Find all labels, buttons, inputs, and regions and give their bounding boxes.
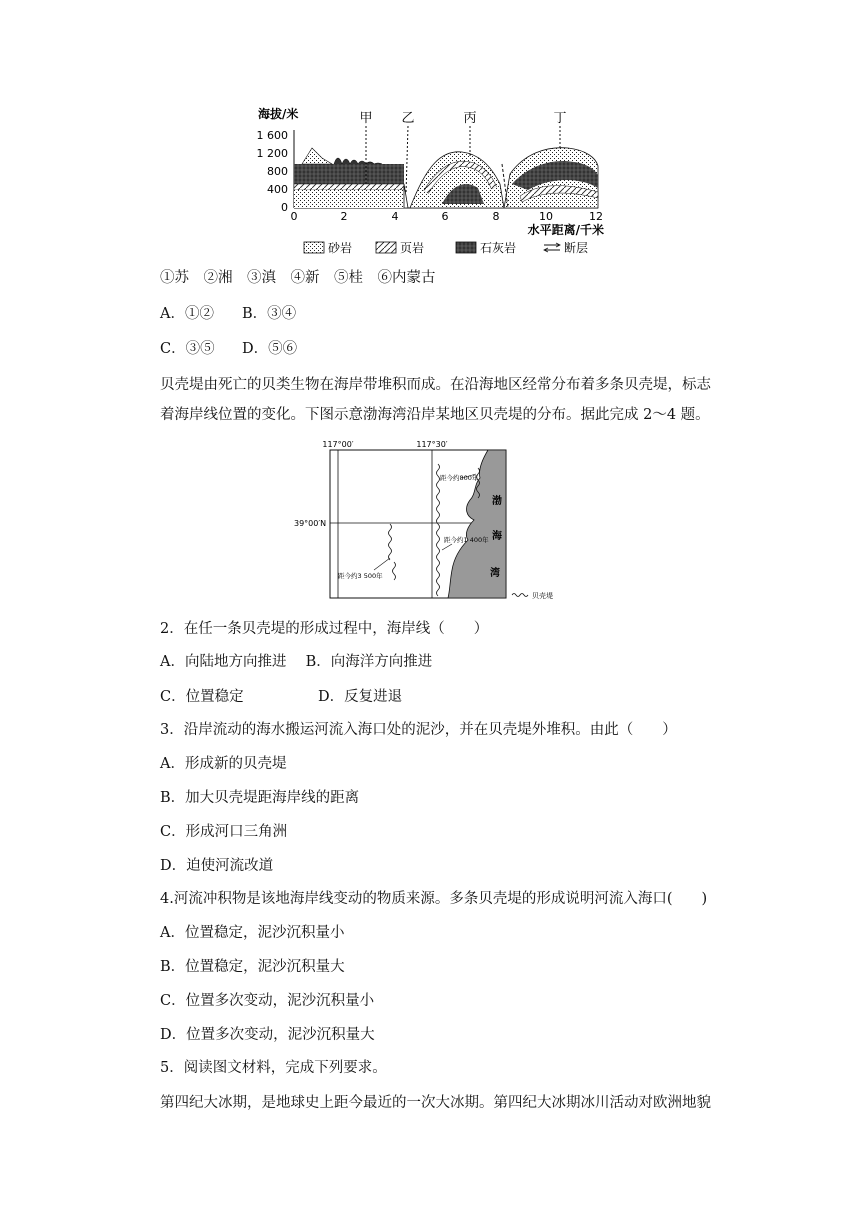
x-tick: 8 [492,210,500,223]
point-label-bing: 丙 [463,111,477,126]
x-tick: 2 [340,210,348,223]
legend-label: 断层 [564,241,589,255]
q1-option-d: D．⑤⑥ [242,341,298,357]
q2-option-c: C．位置稳定 [160,689,244,705]
map-legend-label: 贝壳堤 [532,592,553,600]
y-axis-label: 海拔/米 [258,107,299,121]
q2-option-d: D．反复进退 [318,689,403,705]
legend-label: 石灰岩 [480,241,517,255]
x-axis-label: 水平距离/千米 [527,223,604,237]
fault-legend-icon [544,243,560,252]
q2-options-ab: A．向陆地方向推进 B．向海洋方向推进 [160,654,433,670]
x-tick: 10 [539,210,553,223]
q2-stem: 2．在任一条贝壳堤的形成过程中，海岸线（ ） [160,621,489,637]
strata [294,148,598,208]
legend-label: 砂岩 [328,241,353,255]
x-tick: 0 [290,210,298,223]
q3-option-d: D．迫使河流改道 [160,858,274,874]
point-label-jia: 甲 [359,111,373,126]
intro-paragraph-line-1: 贝壳堤由死亡的贝类生物在海岸带堆积而成。在沿海地区经常分布着多条贝壳堤，标志 [160,377,711,393]
q4-option-a: A．位置稳定，泥沙沉积量小 [160,925,345,941]
sea-label-hai: 海 [492,531,502,542]
legend-label: 页岩 [400,241,425,255]
point-label-yi: 乙 [401,111,415,126]
y-tick: 1 600 [256,129,288,142]
point-label-ding: 丁 [553,111,567,126]
ridge-label-1400: 距今约1 400年 [444,536,489,544]
longitude-label-117-30: 117°30′ [416,440,448,449]
q3-option-a: A．形成新的贝壳堤 [160,756,287,772]
province-options: ①苏 ②湘 ③滇 ④新 ⑤桂 ⑥内蒙古 [160,270,436,286]
latitude-label-39-00: 39°00′N [294,519,327,528]
x-tick: 12 [589,210,603,223]
y-tick: 800 [267,165,288,178]
q3-option-c: C．形成河口三角洲 [160,824,288,840]
x-tick: 4 [391,210,399,223]
shell-ridge-map-figure [292,438,570,600]
shell-ridge-legend-icon [512,594,528,597]
q5-stem: 5．阅读图文材料，完成下列要求。 [160,1060,387,1076]
legend-swatch-limestone [456,242,476,253]
q4-option-d: D．位置多次变动，泥沙沉积量大 [160,1027,375,1043]
q3-option-b: B．加大贝壳堤距海岸线的距离 [160,790,360,806]
q1-option-a: A．①② [160,306,214,322]
y-tick: 1 200 [256,147,288,160]
q1-option-b: B．③④ [242,306,297,322]
q5-paragraph: 第四纪大冰期，是地球史上距今最近的一次大冰期。第四纪大冰期冰川活动对欧洲地貌 [160,1095,711,1111]
intro-paragraph-line-2: 着海岸线位置的变化。下图示意渤海湾沿岸某地区贝壳堤的分布。据此完成 2～4 题。 [160,407,710,423]
y-tick: 400 [267,183,288,196]
sea-label-wan: 湾 [490,568,500,579]
q4-stem: 4.河流冲积物是该地海岸线变动的物质来源。多条贝壳堤的形成说明河流入海口( ) [160,891,708,907]
x-tick: 6 [441,210,449,223]
marker-line [406,126,408,194]
q3-stem: 3．沿岸流动的海水搬运河流入海口处的泥沙，并在贝壳堤外堆积。由此（ ） [160,722,677,738]
legend-swatch-sandstone [304,242,324,253]
y-tick: 0 [281,201,288,214]
q1-option-c: C．③⑤ [160,341,215,357]
ridge-label-3500: 距今约3 500年 [338,572,383,580]
q4-option-c: C．位置多次变动，泥沙沉积量小 [160,993,375,1009]
sea-label-bo: 渤 [492,496,502,507]
ridge-label-800: 距今约800年 [440,474,479,482]
q4-option-b: B．位置稳定，泥沙沉积量大 [160,959,345,975]
longitude-label-117-00: 117°00′ [322,440,354,449]
legend-swatch-shale [376,242,396,253]
geologic-cross-section-figure [252,104,612,264]
